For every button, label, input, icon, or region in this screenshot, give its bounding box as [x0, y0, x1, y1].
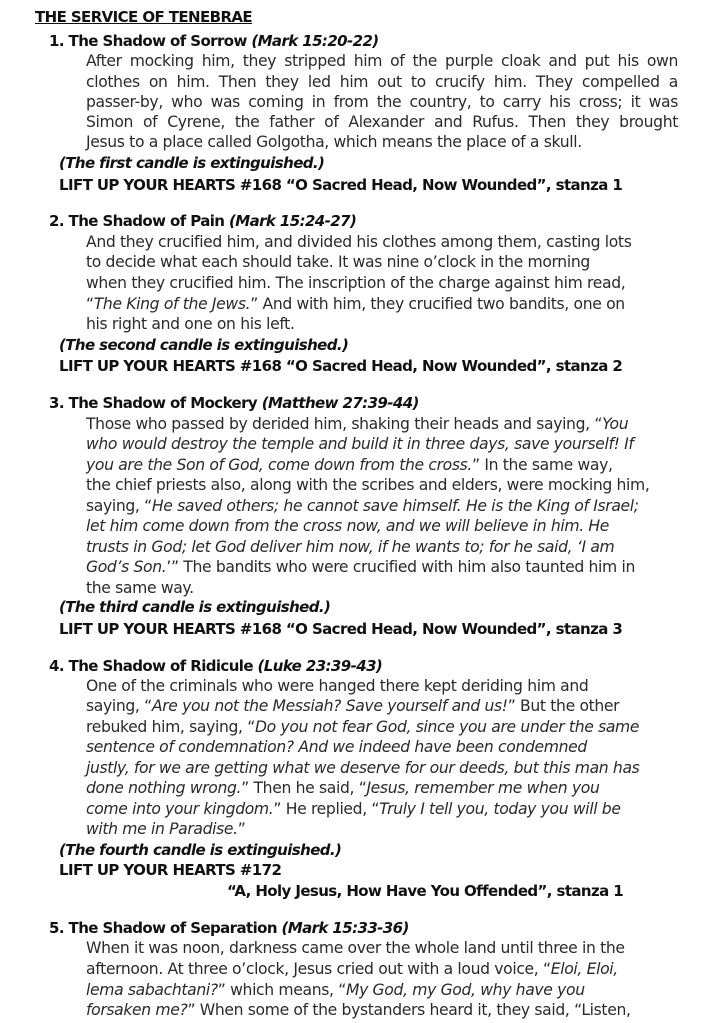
reading-line: with me in Paradise.” [86, 820, 246, 838]
scripture-quote: lema sabachtani? [86, 981, 218, 999]
reading-line: to decide what each should take. It was nine o’clock in the morning [86, 253, 590, 271]
scripture-reference: (Mark 15:20-22) [251, 32, 379, 50]
hymn-title: “A, Holy Jesus, How Have You Offended”, stanza 1 [227, 882, 624, 900]
scripture-quote: trusts in God; let God deliver him now, if he wants to; for he said, ‘I am [86, 538, 615, 556]
scripture-quote: who would destroy the temple and build it in three days, save yourself! If [86, 435, 634, 453]
section-title: 1. The Shadow of Sorrow [49, 32, 252, 50]
scripture-quote: done nothing wrong. [86, 779, 242, 797]
reading-line: Those who passed by derided him, shaking their heads and saying, “You [86, 415, 629, 433]
reading-line: “The King of the Jews.” And with him, they crucified two bandits, one on [86, 295, 625, 313]
scripture-quote: forsaken me? [86, 1001, 188, 1019]
reading-line: forsaken me?” When some of the bystanders heard it, they said, “Listen, [86, 1001, 631, 1019]
hymn-line: LIFT UP YOUR HEARTS #168 “O Sacred Head, Now Wounded”, stanza 3 [59, 620, 623, 638]
scripture-quote: justly, for we are getting what we deserve for our deeds, but this man has [86, 759, 640, 777]
hymn-line: LIFT UP YOUR HEARTS #168 “O Sacred Head, Now Wounded”, stanza 2 [59, 357, 623, 375]
section-heading [49, 211, 356, 231]
reading-line: come into your kingdom.” He replied, “Truly I tell you, today you will be [86, 800, 621, 818]
reading-line [86, 758, 639, 778]
section-heading [49, 31, 379, 51]
candle-instruction: (The second candle is extinguished.) [59, 336, 349, 354]
scripture-quote: Jesus, remember me when you [366, 779, 600, 797]
scripture-quote: Are you not the Messiah? Save yourself and us! [151, 697, 508, 715]
reading-line: Jesus to a place called Golgotha, which means the place of a skull. [86, 133, 582, 151]
scripture-quote: let him come down from the cross now, and we will believe in him. He [86, 517, 610, 535]
reading-line: rebuked him, saying, “Do you not fear God, since you are under the same [86, 718, 640, 736]
page-title: THE SERVICE OF TENEBRAE [35, 8, 253, 26]
reading-line: afternoon. At three o’clock, Jesus cried out with a loud voice, “Eloi, Eloi, [86, 960, 618, 978]
candle-instruction: (The fourth candle is extinguished.) [59, 841, 342, 859]
scripture-quote: come into your kingdom. [86, 800, 274, 818]
reading-line: God’s Son.’” The bandits who were crucified with him also taunted him in [86, 558, 635, 576]
scripture-quote: Do you not fear God, since you are under the same [255, 718, 640, 736]
scripture-quote: Truly I tell you, today you will be [379, 800, 621, 818]
reading-line: passer-by, who was coming in from the country, to carry his cross; it was [86, 93, 678, 111]
candle-instruction: (The first candle is extinguished.) [59, 154, 325, 172]
section-title: 4. The Shadow of Ridicule [49, 657, 258, 675]
scripture-quote: sentence of condemnation? And we indeed have been condemned [86, 738, 587, 756]
scripture-quote: You [602, 415, 629, 433]
section-heading [49, 393, 419, 413]
reading-line: After mocking him, they stripped him of the purple cloak and put his own [86, 52, 678, 70]
reading-line: And they crucified him, and divided his clothes among them, casting lots [86, 233, 632, 251]
reading-line [86, 516, 609, 536]
reading-line: you are the Son of God, come down from the cross.” In the same way, [86, 456, 613, 474]
scripture-quote: you are the Son of God, come down from the cross. [86, 456, 472, 474]
reading-line: done nothing wrong.” Then he said, “Jesus, remember me when you [86, 779, 600, 797]
reading-line: when they crucified him. The inscription of the charge against him read, [86, 274, 626, 292]
scripture-quote: God’s Son. [86, 558, 167, 576]
scripture-reference: (Luke 23:39-43) [257, 657, 383, 675]
scripture-quote: with me in Paradise. [86, 820, 238, 838]
section-heading [49, 656, 382, 676]
candle-instruction: (The third candle is extinguished.) [59, 598, 331, 616]
section-title: 5. The Shadow of Separation [49, 919, 282, 937]
reading-line [86, 737, 587, 757]
reading-line: saying, “He saved others; he cannot save himself. He is the King of Israel; [86, 497, 639, 515]
reading-line [86, 434, 634, 454]
section-title: 3. The Shadow of Mockery [49, 394, 262, 412]
scripture-quote: My God, my God, why have you [345, 981, 585, 999]
scripture-quote: Eloi, Eloi, [550, 960, 618, 978]
reading-line: lema sabachtani?” which means, “My God, my God, why have you [86, 981, 585, 999]
reading-line: his right and one on his left. [86, 315, 295, 333]
scripture-quote: The King of the Jews. [93, 295, 251, 313]
scripture-reference: (Mark 15:33-36) [281, 919, 409, 937]
reading-line: One of the criminals who were hanged there kept deriding him and [86, 677, 589, 695]
reading-line: saying, “Are you not the Messiah? Save yourself and us!” But the other [86, 697, 620, 715]
hymn-line: LIFT UP YOUR HEARTS #172 [59, 861, 282, 879]
reading-line: clothes on him. Then they led him out to crucify him. They compelled a [86, 73, 678, 91]
scripture-reference: (Mark 15:24-27) [229, 212, 357, 230]
hymn-line: LIFT UP YOUR HEARTS #168 “O Sacred Head, Now Wounded”, stanza 1 [59, 176, 623, 194]
reading-line: the same way. [86, 579, 194, 597]
reading-line: the chief priests also, along with the scribes and elders, were mocking him, [86, 476, 650, 494]
scripture-reference: (Matthew 27:39-44) [261, 394, 419, 412]
reading-line: Simon of Cyrene, the father of Alexander and Rufus. Then they brought [86, 113, 678, 131]
section-heading [49, 918, 409, 938]
reading-line: When it was noon, darkness came over the whole land until three in the [86, 939, 625, 957]
reading-line [86, 537, 614, 557]
scripture-quote: He saved others; he cannot save himself. He is the King of Israel; [151, 497, 639, 515]
section-title: 2. The Shadow of Pain [49, 212, 229, 230]
